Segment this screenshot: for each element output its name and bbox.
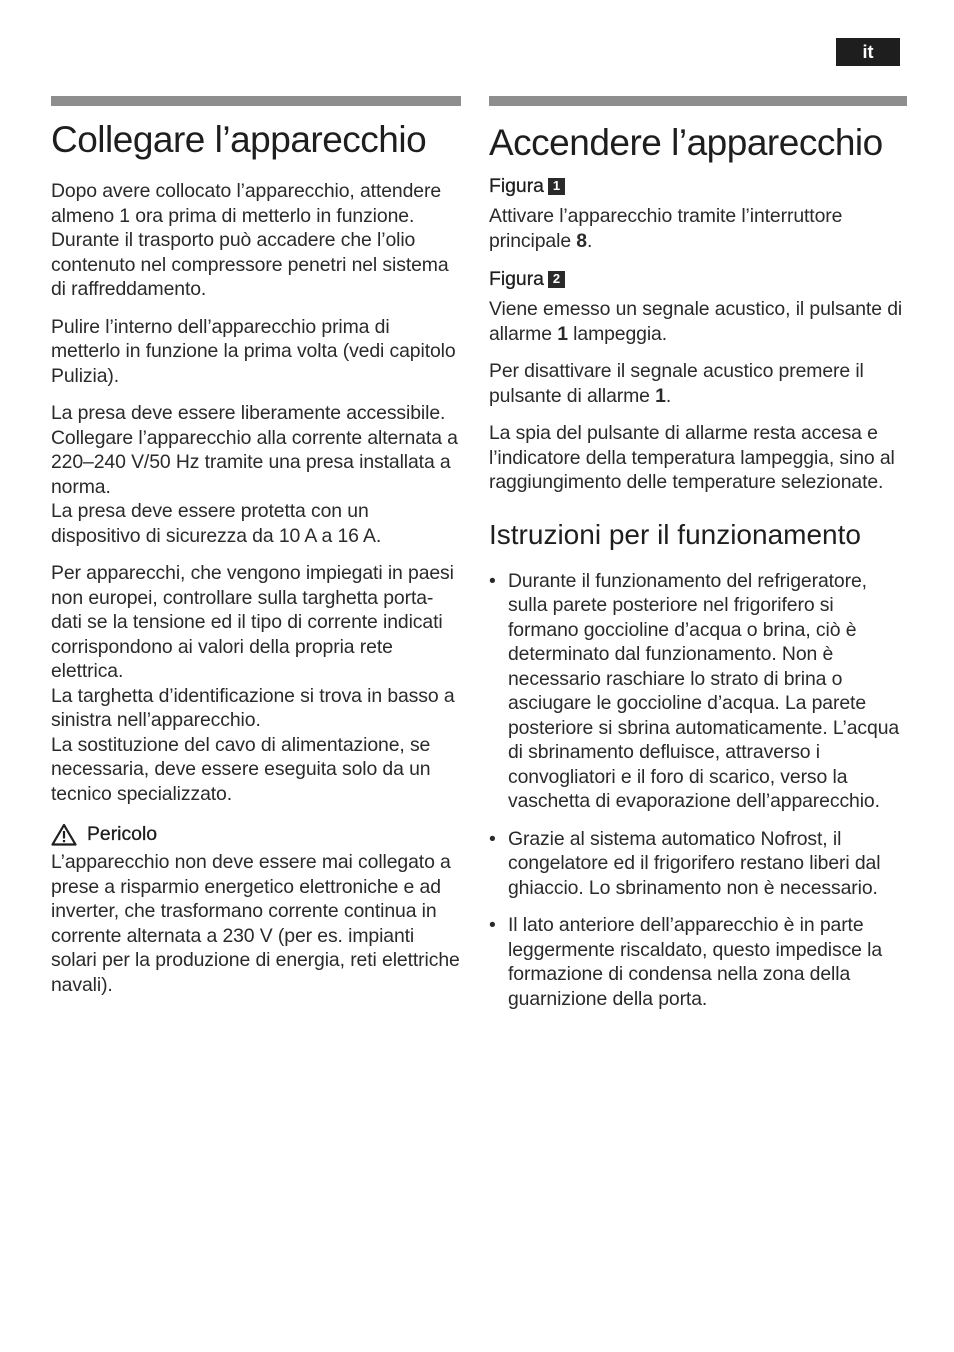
figure-number-badge: 2: [548, 271, 565, 288]
figure-2-label: Figura 2: [489, 267, 907, 291]
section-switch-on: [489, 96, 907, 1024]
list-item: • Grazie al sistema automatico Nofrost, il congelatore ed il frigorifero restano liberi dal ghiaccio. Lo sbrinamento non è necessario.: [489, 827, 881, 899]
warning-text: L’apparecchio non deve essere mai collegato a prese a risparmio energetico elettroniche e ad inverter, che trasformano corrente continua in corrente alternata a 230 V (per es. impianti solari per la produzione di energia, reti elettriche navali).: [51, 851, 460, 996]
paragraph: Attivare l’apparecchio tramite l’interruttore principale 8.: [489, 205, 843, 252]
warning-label: Pericolo: [87, 823, 158, 845]
figure-1-label: Figura 1: [489, 174, 907, 198]
paragraph: La presa deve essere protetta con un dispositivo di sicurezza da 10 A a 16 A.: [51, 500, 382, 547]
section-title: Collegare l’apparecchio: [51, 119, 427, 160]
paragraph: Pulire l’interno dell’apparecchio prima di metterlo in funzione la prima volta (vedi capitolo Pulizia).: [51, 315, 456, 387]
warning-heading: [51, 822, 461, 846]
list-item: • Il lato anteriore dell’apparecchio è in parte leggermente riscaldato, questo impedisce la formazione di condensa nella zona della guarnizione della porta.: [489, 914, 883, 1010]
section-rule: [51, 96, 461, 106]
language-badge: it: [836, 38, 900, 66]
figure-number-badge: 1: [548, 178, 565, 195]
warning-triangle-icon: [51, 823, 77, 846]
paragraph: Per apparecchi, che vengono impiegati in paesi non europei, controllare sulla targhetta porta-dati se la tensione ed il tipo di corrente indicati corrispondono ai valori della propria rete elettrica.: [51, 562, 454, 682]
list-item: • Durante il funzionamento del refrigeratore, sulla parete posteriore nel frigorifero si formano goccioline d’acqua o brina, ciò è determinato dal funzionamento. Non è necessario raschiare lo strato di brina o asciugare le goccioline d’acqua. La parete posteriore si sbrina automaticamente. L’acqua di sbrinamento defluisce, attraverso i convogliatori e il foro di scarico, verso la vaschetta di evaporazione dell’apparecchio.: [489, 569, 900, 812]
paragraph: La targhetta d’identificazione si trova in basso a sinistra nell’apparecchio.: [51, 684, 455, 731]
paragraph: Dopo avere collocato l’apparecchio, attendere almeno 1 ora prima di metterlo in funzione. Durante il trasporto può accadere che l’olio contenuto nel compressore penetri nel sistema di raffreddamento.: [51, 180, 449, 300]
paragraph: La sostituzione del cavo di alimentazione, se necessaria, deve essere eseguita solo da un tecnico specializzato.: [51, 733, 431, 805]
section-rule: [489, 96, 907, 106]
instruction-list: [489, 569, 907, 1012]
paragraph: La presa deve essere liberamente accessibile. Collegare l’apparecchio alla corrente alternata a 220–240 V/50 Hz tramite una presa installata a norma.: [51, 402, 458, 498]
paragraph: La spia del pulsante di allarme resta accesa e l’indicatore della temperatura lampeggia, sino al raggiungimento delle temperature selezionate.: [489, 422, 895, 493]
subsection-title: Istruzioni per il funzionamento: [489, 518, 861, 550]
section-title: Accendere l’apparecchio: [489, 122, 883, 163]
paragraph: Per disattivare il segnale acustico premere il pulsante di allarme 1.: [489, 360, 864, 407]
section-connect: [51, 96, 461, 1010]
paragraph: Viene emesso un segnale acustico, il pulsante di allarme 1 lampeggia.: [489, 298, 903, 345]
